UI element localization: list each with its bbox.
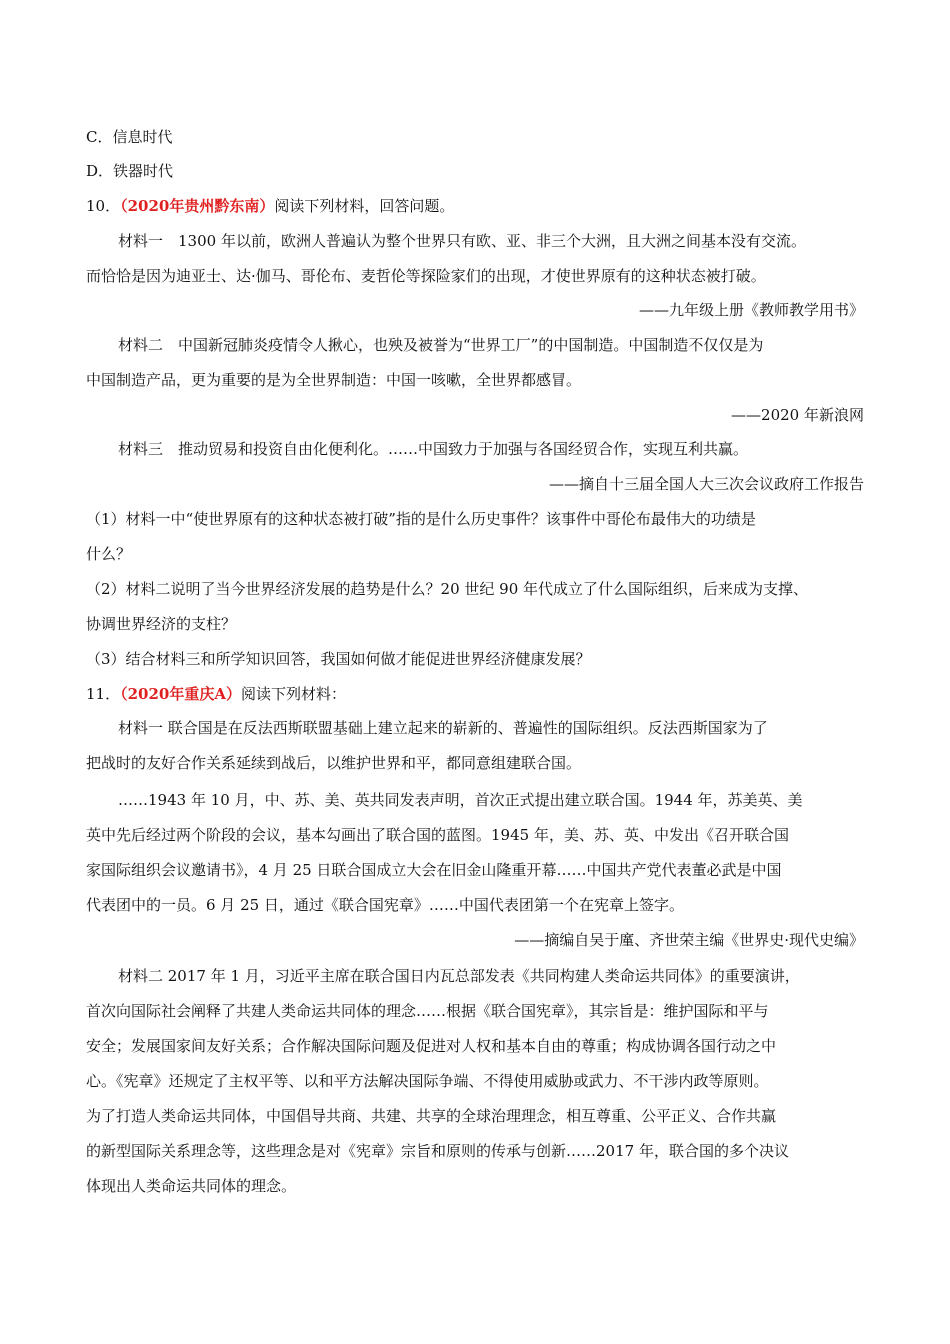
sub-question: 什么？ [86,545,132,563]
material-text: 体现出人类命运共同体的理念。 [86,1177,297,1195]
question-source: （2020年重庆A） [120,685,241,703]
material-text: 中国制造产品，更为重要的是为全世界制造：中国一咳嗽，全世界都感冒。 [86,371,582,389]
material-text: 首次向国际社会阐释了共建人类命运共同体的理念……根据《联合国宪章》，其宗旨是：维护国际和平与 [86,1002,769,1020]
sub-question: （3）结合材料三和所学知识回答，我国如何做才能促进世界经济健康发展？ [86,650,591,668]
material-text: 材料二 2017 年 1 月，习近平主席在联合国日内瓦总部发表《共同构建人类命运共同体》的重要演讲， [118,967,800,985]
material-text: 家国际组织会议邀请书》，4 月 25 日联合国成立大会在旧金山隆重开幕……中国共产党代表董必武是中国 [86,861,782,879]
sub-question: 协调世界经济的支柱？ [86,615,237,633]
question-number: 10． [86,197,121,215]
material-text: 把战时的友好合作关系延续到战后，以维护世界和平，都同意组建联合国。 [86,754,582,772]
material-text: 材料二 中国新冠肺炎疫情令人揪心，也殃及被誉为“世界工厂”的中国制造。中国制造不仅仅是为 [118,336,764,354]
material-text: 为了打造人类命运共同体，中国倡导共商、共建、共享的全球治理理念，相互尊重、公平正义、合作共赢 [86,1107,777,1125]
material-text: 的新型国际关系理念等，这些理念是对《宪章》宗旨和原则的传承与创新……2017 年，联合国的多个决议 [86,1142,789,1160]
material-text: ……1943 年 10 月，中、苏、美、英共同发表声明，首次正式提出建立联合国。1944 年，苏美英、美 [118,791,803,809]
material-text: 材料三 推动贸易和投资自由化便利化。……中国致力于加强与各国经贸合作，实现互利共赢。 [118,440,749,458]
material-citation: ——摘编自吴于廑、齐世荣主编《世界史·现代史编》 [514,931,864,949]
material-text: 心。《宪章》还规定了主权平等、以和平方法解决国际争端、不得使用威胁或武力、不干涉内政等原则。 [86,1072,769,1090]
question-prompt: 阅读下列材料，回答问题。 [274,197,455,215]
material-text: 材料一 联合国是在反法西斯联盟基础上建立起来的崭新的、普遍性的国际组织。反法西斯国家为了 [118,719,768,737]
material-citation: ——2020 年新浪网 [731,406,864,424]
question-source: （2020年贵州黔东南） [120,197,275,215]
question-prompt: 阅读下列材料： [240,685,346,703]
question-number: 11． [86,685,121,703]
material-text: 而恰恰是因为迪亚士、达·伽马、哥伦布、麦哲伦等探险家们的出现，才使世界原有的这种状态被打破。 [86,267,766,285]
material-text: 代表团中的一员。6 月 25 日，通过《联合国宪章》……中国代表团第一个在宪章上签字。 [86,896,684,914]
option-c: C．信息时代 [86,128,173,146]
material-text: 安全；发展国家间友好关系；合作解决国际问题及促进对人权和基本自由的尊重；构成协调各国行动之中 [86,1037,777,1055]
material-citation: ——摘自十三届全国人大三次会议政府工作报告 [548,475,864,493]
question-11-heading [86,683,876,705]
material-text: 材料一 1300 年以前，欧洲人普遍认为整个世界只有欧、亚、非三个大洲，且大洲之间基本没有交流。 [118,232,806,250]
sub-question: （2）材料二说明了当今世界经济发展的趋势是什么？20 世纪 90 年代成立了什么国际组织，后来成为支撑、 [86,580,809,598]
question-10-heading [86,195,876,217]
material-text: 英中先后经过两个阶段的会议，基本勾画出了联合国的蓝图。1945 年，美、苏、英、中发出《召开联合国 [86,826,789,844]
sub-question: （1）材料一中“使世界原有的这种状态被打破”指的是什么历史事件？该事件中哥伦布最伟大的功绩是 [86,510,756,528]
option-d: D．铁器时代 [86,162,174,180]
material-citation: ——九年级上册《教师教学用书》 [638,301,864,319]
